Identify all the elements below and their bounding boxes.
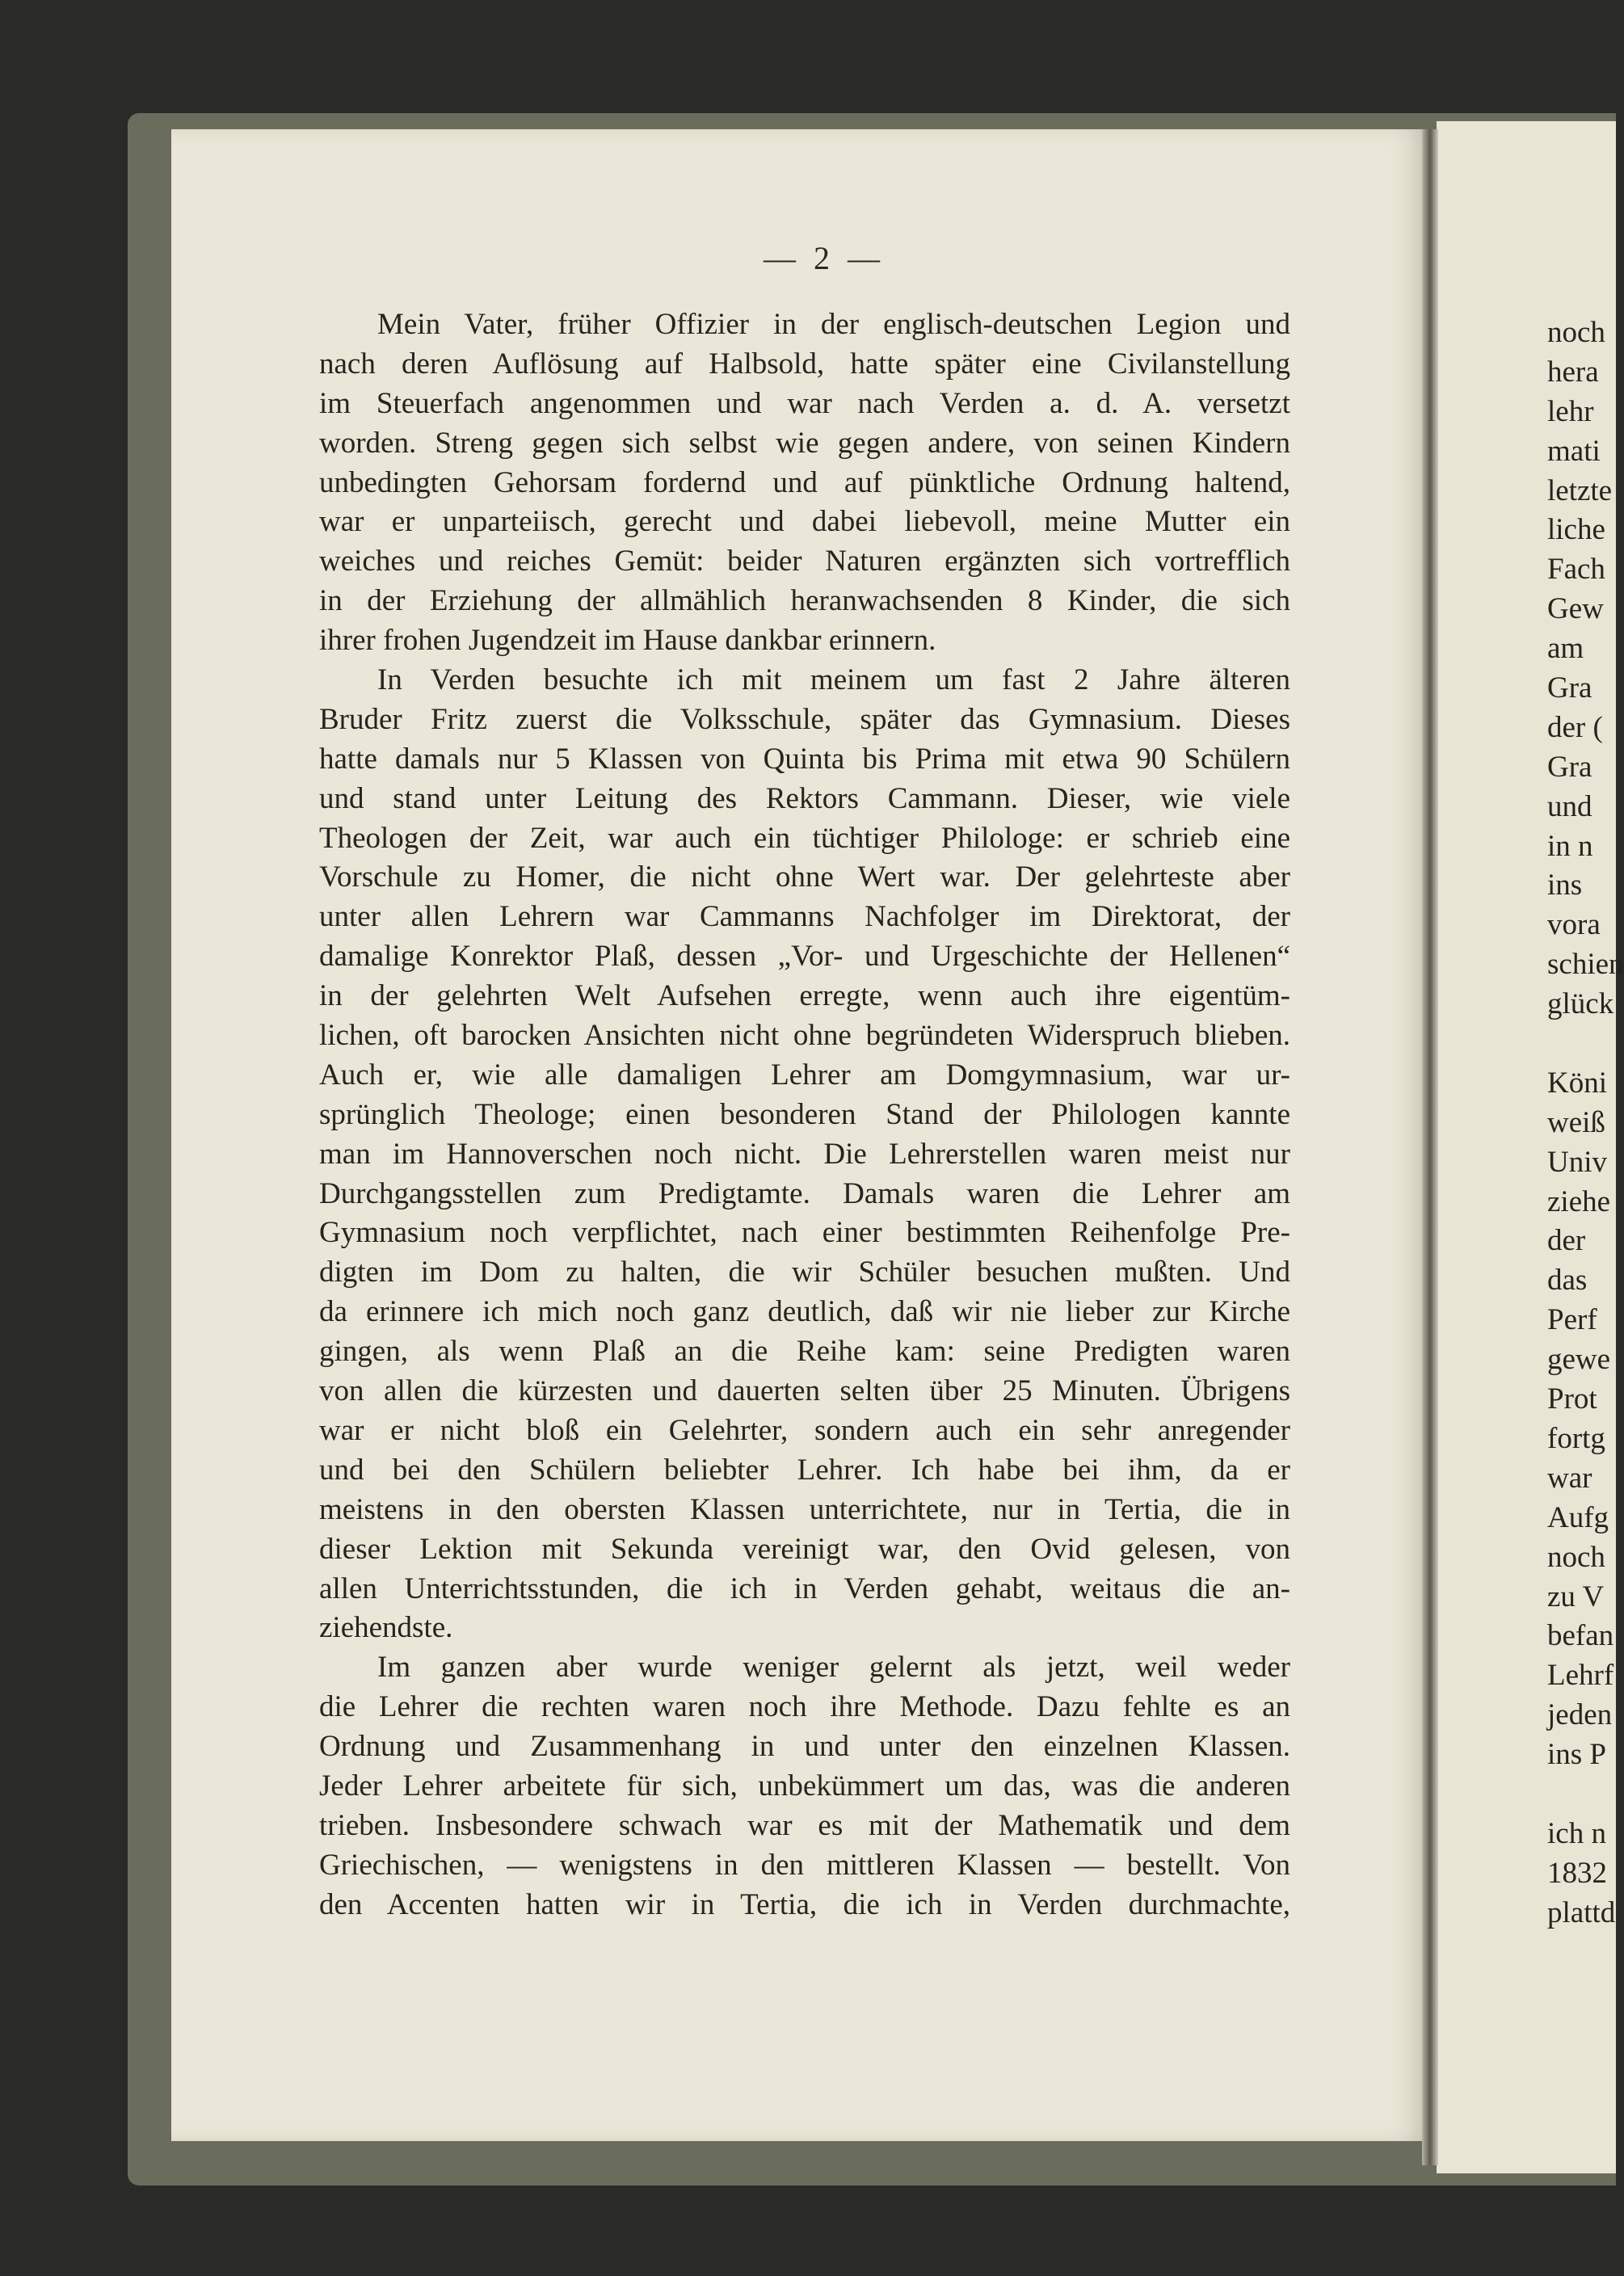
right-page-line: Gra (1547, 671, 1592, 705)
text-line: war er unparteiisch, gerecht und dabei liebevoll, meine Mutter ein (319, 505, 1290, 539)
right-page-line (1547, 1024, 1624, 1064)
text-line: Auch er, wie alle damaligen Lehrer am Domgymnasium, war ur- (319, 1058, 1290, 1092)
page-number: — 2 — (764, 240, 885, 276)
text-line: in der Erziehung der allmählich heranwachsenden 8 Kinder, die sich (319, 584, 1290, 618)
text-line: Im ganzen aber wurde weniger gelernt als jetzt, weil weder (377, 1651, 1290, 1685)
text-line: gingen, als wenn Plaß an die Reihe kam: seine Predigten waren (319, 1335, 1290, 1369)
text-line: Vorschule zu Homer, die nicht ohne Wert war. Der gelehrteste aber (319, 860, 1290, 894)
text-line: unter allen Lehrern war Cammanns Nachfolger im Direktorat, der (319, 900, 1290, 934)
text-line: lichen, oft barocken Ansichten nicht ohne begründeten Widerspruch blieben. (319, 1019, 1290, 1053)
right-page-line: in n (1547, 829, 1593, 863)
right-page-line: hera (1547, 355, 1599, 389)
right-page-line: Perf (1547, 1303, 1597, 1337)
text-line: allen Unterrichtsstunden, die ich in Verden gehabt, weitaus die an- (319, 1571, 1290, 1605)
right-page-line: weiß (1547, 1105, 1605, 1139)
text-line: da erinnere ich mich noch ganz deutlich, daß wir nie lieber zur Kirche (319, 1295, 1290, 1329)
book-gutter (1422, 129, 1438, 2165)
text-line: Jeder Lehrer arbeitete für sich, unbekümmert um das, was die anderen (319, 1769, 1290, 1803)
right-page-line: Gew (1547, 592, 1604, 626)
text-line: in der gelehrten Welt Aufsehen erregte, wenn auch ihre eigentüm- (319, 979, 1290, 1013)
right-page-line: ins P (1547, 1738, 1607, 1772)
right-page-line: jeden (1547, 1698, 1613, 1732)
right-page-text (1547, 313, 1624, 1933)
text-line: nach deren Auflösung auf Halbsold, hatte später eine Civilanstellung (319, 347, 1290, 381)
text-line: die Lehrer die rechten waren noch ihre Methode. Dazu fehlte es an (319, 1690, 1290, 1724)
right-page-line: Gra (1547, 750, 1592, 784)
right-page-line: und (1547, 789, 1592, 823)
text-line: digten im Dom zu halten, die wir Schüler besuchen mußten. Und (319, 1256, 1290, 1289)
text-line: man im Hannoverschen noch nicht. Die Lehrerstellen waren meist nur (319, 1137, 1290, 1171)
right-page-line: Lehrf (1547, 1659, 1614, 1693)
text-line: trieben. Insbesondere schwach war es mit der Mathematik und dem (319, 1808, 1290, 1842)
right-page-line: war (1547, 1461, 1592, 1495)
right-page-line: fortg (1547, 1421, 1605, 1455)
text-line: meistens in den obersten Klassen unterrichtete, nur in Tertia, die in (319, 1492, 1290, 1526)
text-line: war er nicht bloß ein Gelehrter, sondern auch ein sehr anregender (319, 1413, 1290, 1447)
text-line: In Verden besuchte ich mit meinem um fast 2 Jahre älteren (377, 663, 1290, 697)
right-page-line: vora (1547, 908, 1601, 942)
text-line: ziehendste. (319, 1611, 453, 1645)
right-page-line: ins (1547, 869, 1583, 902)
right-page-line: schien (1547, 948, 1624, 982)
text-line: weiches und reiches Gemüt: beider Naturen ergänzten sich vortrefflich (319, 545, 1290, 578)
right-page-line: mati (1547, 434, 1601, 468)
right-page-line: letzte (1547, 473, 1613, 507)
text-line: Durchgangsstellen zum Predigtamte. Damals waren die Lehrer am (319, 1176, 1290, 1210)
right-page-line: Aufg (1547, 1500, 1609, 1534)
right-page-line: das (1547, 1264, 1588, 1298)
right-page-line: am (1547, 632, 1584, 666)
text-line: Mein Vater, früher Offizier in der englisch-deutschen Legion und (377, 308, 1290, 341)
text-line: und stand unter Leitung des Rektors Cammann. Dieser, wie viele (319, 781, 1290, 815)
right-page-line: der (1547, 1224, 1586, 1258)
text-line: von allen die kürzesten und dauerten selten über 25 Minuten. Übrigens (319, 1374, 1290, 1408)
right-page-line: befan (1547, 1619, 1614, 1653)
text-line: ihrer frohen Jugendzeit im Hause dankbar erinnern. (319, 624, 936, 658)
right-page-line: zu V (1547, 1580, 1605, 1613)
text-line: unbedingten Gehorsam fordernd und auf pünktliche Ordnung haltend, (319, 465, 1290, 499)
text-line: hatte damals nur 5 Klassen von Quinta bis Prima mit etwa 90 Schülern (319, 742, 1290, 776)
text-line: den Accenten hatten wir in Tertia, die ich in Verden durchmachte, (319, 1887, 1290, 1921)
right-page-line (1547, 1775, 1624, 1815)
right-page-line: ich n (1547, 1816, 1606, 1850)
text-line: Theologen der Zeit, war auch ein tüchtiger Philologe: er schrieb eine (319, 821, 1290, 855)
right-page-line: Prot (1547, 1382, 1597, 1416)
text-line: worden. Streng gegen sich selbst wie gegen andere, von seinen Kindern (319, 426, 1290, 460)
main-body-text (319, 305, 1290, 1925)
text-line: damalige Konrektor Plaß, dessen „Vor- und Urgeschichte der Hellenen“ (319, 940, 1290, 974)
text-line: sprünglich Theologe; einen besonderen Stand der Philologen kannte (319, 1097, 1290, 1131)
text-line: Ordnung und Zusammenhang in und unter den einzelnen Klassen. (319, 1730, 1290, 1764)
right-page-line: der ( (1547, 710, 1603, 744)
text-line: im Steuerfach angenommen und war nach Verden a. d. A. versetzt (319, 386, 1290, 420)
text-line: dieser Lektion mit Sekunda vereinigt war, den Ovid gelesen, von (319, 1532, 1290, 1566)
text-line: und bei den Schülern beliebter Lehrer. Ich habe bei ihm, da er (319, 1453, 1290, 1487)
text-line: Griechischen, — wenigstens in den mittleren Klassen — bestellt. Von (319, 1848, 1290, 1882)
text-line: Gymnasium noch verpflichtet, nach einer bestimmten Reihenfolge Pre- (319, 1216, 1290, 1250)
right-page-line: lehr (1547, 394, 1594, 428)
text-line: Bruder Fritz zuerst die Volksschule, später das Gymnasium. Dieses (319, 702, 1290, 736)
right-page-line: Fach (1547, 553, 1605, 587)
right-page-line: glück (1547, 987, 1614, 1021)
right-page-line: gewe (1547, 1343, 1611, 1377)
right-page-line: noch (1547, 316, 1605, 349)
right-page-line: ziehe (1547, 1184, 1611, 1218)
right-page-line: noch (1547, 1540, 1605, 1574)
right-page-line: 1832 (1547, 1856, 1607, 1890)
right-page-line: Köni (1547, 1066, 1607, 1100)
right-page-line: Univ (1547, 1145, 1607, 1179)
right-page-line: liche (1547, 513, 1605, 547)
right-page-line: plattd (1547, 1895, 1616, 1929)
